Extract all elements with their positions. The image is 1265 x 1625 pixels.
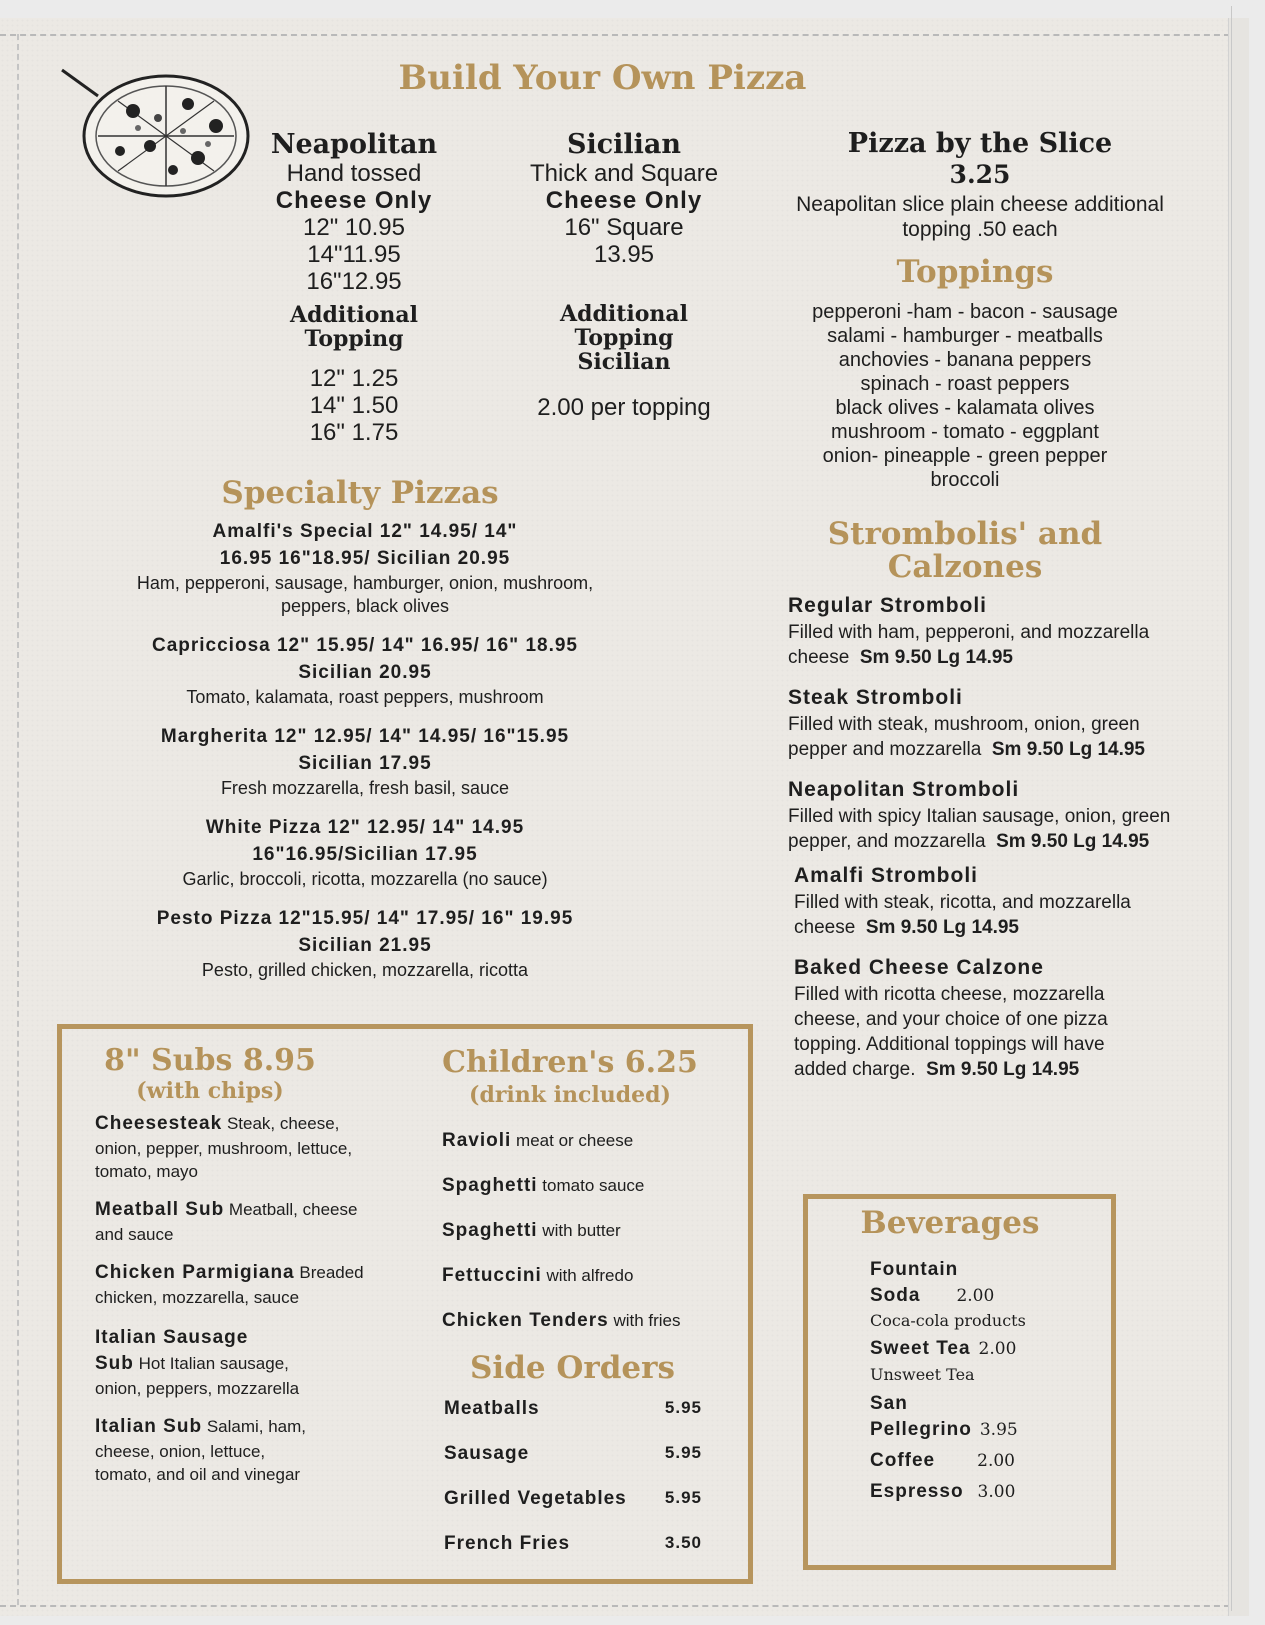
children-item-name: Spaghetti: [442, 1175, 538, 1196]
sub-desc: tomato, and oil and vinegar: [95, 1465, 301, 1484]
sub-desc: tomato, mayo: [95, 1162, 198, 1181]
specialty-desc: Pesto, grilled chicken, mozzarella, ricotta: [201, 960, 529, 980]
left-dashed-border: [17, 34, 19, 1605]
children-item-name: Chicken Tenders: [442, 1310, 609, 1331]
stromboli-item: [788, 776, 1208, 854]
topping-line: anchovies - banana peppers: [838, 349, 1092, 371]
sub-item: [95, 1197, 405, 1246]
subs-heading: 8" Subs 8.95: [104, 1043, 316, 1078]
topping-line: spinach - roast peppers: [860, 373, 1070, 395]
neapolitan-style: Hand tossed: [286, 160, 422, 187]
neapolitan-name: Neapolitan: [270, 129, 438, 160]
children-item: [442, 1263, 732, 1289]
stromboli-item: [788, 862, 1208, 940]
sub-item: [95, 1325, 405, 1400]
specialty-item: [80, 632, 650, 709]
specialty-price-line: Sicilian 20.95: [298, 662, 432, 683]
strombolis-heading-line-2: Calzones: [887, 549, 1043, 585]
strombolis-heading: [780, 518, 1150, 584]
specialty-desc: Fresh mozzarella, fresh basil, sauce: [220, 778, 510, 798]
specialty-price-line: White Pizza 12" 12.95/ 14" 14.95: [205, 817, 525, 838]
sub-name: Italian Sausage: [95, 1327, 249, 1348]
specialty-desc: peppers, black olives: [280, 596, 450, 616]
sicilian-topping-heading: Topping: [574, 325, 674, 351]
sides-list: [444, 1396, 702, 1557]
calzone-desc: Filled with ricotta cheese, mozzarella: [794, 984, 1105, 1005]
stromboli-desc: Filled with steak, ricotta, and mozzarella: [794, 892, 1131, 913]
stromboli-name: Regular Stromboli: [788, 594, 988, 617]
subs-list: [95, 1111, 405, 1486]
children-item-desc: with fries: [613, 1311, 681, 1330]
neapolitan-size-12: 12" 10.95: [303, 214, 405, 241]
beverage-row: [870, 1446, 1070, 1477]
neapolitan-cheese: Cheese Only: [275, 187, 433, 214]
children-item-desc: with butter: [542, 1221, 621, 1240]
right-edge-line: [1231, 6, 1232, 1611]
sicilian-name: Sicilian: [566, 129, 682, 160]
sub-desc: Hot Italian sausage,: [138, 1354, 289, 1373]
children-item-desc: with alfredo: [546, 1266, 634, 1285]
calzone-desc: topping. Additional toppings will have: [794, 1034, 1105, 1055]
children-item: [442, 1173, 732, 1199]
slice-price: 3.25: [949, 160, 1011, 189]
stromboli-price: Sm 9.50 Lg 14.95: [991, 739, 1146, 760]
specialty-desc: Garlic, broccoli, ricotta, mozzarella (no sauce): [182, 869, 548, 889]
neapolitan-additional-heading: Additional: [290, 302, 418, 328]
sub-desc: onion, pepper, mushroom, lettuce,: [95, 1139, 353, 1158]
stromboli-price: Sm 9.50 Lg 14.95: [996, 831, 1150, 852]
children-item-name: Ravioli: [442, 1130, 512, 1151]
side-item: [444, 1441, 702, 1467]
bottom-dashed-border: [0, 1605, 1240, 1607]
sub-line-1: [95, 1260, 405, 1286]
neapolitan-section: [238, 130, 470, 446]
sub-line-1: [95, 1414, 405, 1440]
children-item-name: Fettuccini: [442, 1265, 542, 1286]
children-list: [442, 1128, 732, 1334]
beverage-name: Soda: [870, 1285, 921, 1306]
side-item: [444, 1531, 702, 1557]
sub-desc: Breaded: [299, 1263, 364, 1282]
specialty-price-line: 16"16.95/Sicilian 17.95: [252, 844, 478, 865]
children-item-desc: tomato sauce: [542, 1176, 645, 1195]
sub-name-2: Sub: [95, 1353, 134, 1374]
side-item: [444, 1486, 702, 1512]
children-item-name: Spaghetti: [442, 1220, 538, 1241]
side-price: 5.95: [664, 1443, 702, 1462]
sub-line-1: [95, 1111, 405, 1137]
slice-desc-1: Neapolitan slice plain cheese additional: [796, 193, 1164, 216]
sub-item: [95, 1111, 405, 1183]
stromboli-name: Neapolitan Stromboli: [788, 778, 1020, 801]
stromboli-desc: Filled with steak, mushroom, onion, green: [788, 714, 1140, 735]
sub-name: Italian Sub: [95, 1416, 203, 1437]
side-name: French Fries: [444, 1533, 571, 1554]
beverage-row: [870, 1334, 1070, 1365]
sub-desc: cheese, onion, lettuce,: [95, 1442, 266, 1461]
beverage-row: [870, 1417, 1070, 1444]
specialty-list: [80, 518, 650, 982]
neapolitan-topping-14: 14" 1.50: [309, 392, 399, 419]
top-dashed-border: [0, 34, 1240, 36]
sicilian-topping-price: 2.00 per topping: [537, 394, 711, 421]
specialty-desc: Tomato, kalamata, roast peppers, mushroom: [186, 687, 544, 707]
sub-desc: onion, peppers, mozzarella: [95, 1379, 300, 1398]
specialty-heading: Specialty Pizzas: [221, 475, 499, 511]
side-price: 5.95: [664, 1398, 702, 1417]
stromboli-price: Sm 9.50 Lg 14.95: [859, 647, 1013, 668]
specialty-item: [80, 814, 650, 891]
beverage-price: 3.95: [979, 1420, 1018, 1440]
specialty-price-line: Capricciosa 12" 15.95/ 14" 16.95/ 16" 18.95: [151, 635, 578, 656]
calzone-item: [788, 954, 1208, 1082]
calzone-desc-last: [794, 1057, 1208, 1082]
toppings-list: [770, 300, 1160, 492]
calzone-desc: cheese, and your choice of one pizza: [794, 1009, 1108, 1030]
topping-line: broccoli: [930, 469, 1000, 491]
children-item: [442, 1128, 732, 1154]
beverage-price: 2.00: [978, 1339, 1017, 1359]
stromboli-item: [788, 592, 1208, 670]
stromboli-desc-line-2: [788, 645, 1208, 670]
sicilian-sicilian-heading: Sicilian: [577, 349, 671, 375]
sides-heading: Side Orders: [470, 1350, 675, 1386]
specialty-item: [80, 905, 650, 982]
sub-name: Cheesesteak: [95, 1113, 223, 1134]
page-title: Build Your Own Pizza: [398, 58, 807, 98]
neapolitan-size-14: 14"11.95: [307, 241, 401, 268]
side-item: [444, 1396, 702, 1422]
beverage-name: Sweet Tea: [870, 1338, 971, 1359]
calzone-desc: added charge.: [794, 1059, 916, 1080]
beverage-name: Coffee: [870, 1450, 936, 1471]
strombolis-heading-line-1: Strombolis' and: [827, 516, 1103, 552]
stromboli-name: Amalfi Stromboli: [794, 864, 979, 887]
sub-desc: Steak, cheese,: [226, 1114, 340, 1133]
side-price: 3.50: [664, 1533, 702, 1552]
sub-line-2: [95, 1351, 405, 1377]
side-name: Meatballs: [444, 1398, 540, 1419]
slice-title: Pizza by the Slice: [847, 128, 1113, 159]
specialty-price-line: Amalfi's Special 12" 14.95/ 14": [212, 521, 518, 542]
beverage-name: Pellegrino: [870, 1419, 972, 1440]
children-subheading: (drink included): [469, 1082, 671, 1108]
stromboli-item: [788, 684, 1208, 762]
sub-item: [95, 1414, 405, 1486]
topping-line: onion- pineapple - green pepper: [822, 445, 1108, 467]
stromboli-desc: pepper and mozzarella: [788, 739, 982, 760]
calzone-price: Sm 9.50 Lg 14.95: [926, 1059, 1080, 1080]
sub-desc: Meatball, cheese: [228, 1200, 358, 1219]
beverage-price: 2.00: [977, 1451, 1015, 1471]
stromboli-desc-line-2: [788, 829, 1208, 854]
specialty-price-line: Margherita 12" 12.95/ 14" 14.95/ 16"15.95: [160, 726, 570, 747]
stromboli-list: [788, 592, 1208, 1082]
calzone-name: Baked Cheese Calzone: [794, 956, 1044, 979]
neapolitan-topping-heading: Topping: [304, 326, 404, 352]
neapolitan-topping-12: 12" 1.25: [309, 365, 399, 392]
sub-line-1: [95, 1197, 405, 1223]
specialty-price-line: 16.95 16"18.95/ Sicilian 20.95: [219, 548, 511, 569]
specialty-desc: Ham, pepperoni, sausage, hamburger, onion, mushroom,: [136, 573, 594, 593]
specialty-item: [80, 518, 650, 618]
sub-desc: chicken, mozzarella, sauce: [95, 1288, 300, 1307]
neapolitan-topping-16: 16" 1.75: [309, 419, 399, 446]
beverage-name: Espresso: [870, 1481, 964, 1502]
sicilian-section: [496, 130, 752, 421]
beverage-row: [870, 1283, 1070, 1310]
pizza-sketch-icon: [58, 66, 258, 206]
stromboli-desc-line-2: [788, 737, 1208, 762]
children-item: [442, 1308, 732, 1334]
children-item-desc: meat or cheese: [516, 1131, 634, 1150]
sub-name: Chicken Parmigiana: [95, 1262, 295, 1283]
beverages-list: [870, 1257, 1070, 1508]
side-name: Grilled Vegetables: [444, 1488, 627, 1509]
side-name: Sausage: [444, 1443, 530, 1464]
beverage-note: Unsweet Tea: [870, 1365, 975, 1384]
beverage-name: San: [870, 1393, 908, 1414]
beverage-price: 2.00: [956, 1286, 995, 1306]
sicilian-price: 13.95: [593, 241, 655, 268]
specialty-price-line: Sicilian 21.95: [298, 935, 432, 956]
children-item: [442, 1218, 732, 1244]
toppings-heading: Toppings: [896, 254, 1054, 290]
neapolitan-size-16: 16"12.95: [306, 268, 402, 295]
sicilian-additional-heading: Additional: [560, 301, 688, 327]
sicilian-cheese: Cheese Only: [545, 187, 703, 214]
stromboli-desc: pepper, and mozzarella: [788, 831, 986, 852]
sicilian-size: 16" Square: [564, 214, 684, 241]
beverage-row: [870, 1477, 1070, 1508]
topping-line: black olives - kalamata olives: [835, 397, 1095, 419]
topping-line: pepperoni -ham - bacon - sausage: [812, 301, 1118, 323]
beverage-name: Fountain: [870, 1259, 959, 1280]
stromboli-desc: Filled with spicy Italian sausage, onion, green: [788, 806, 1171, 827]
sub-name: Meatball Sub: [95, 1199, 225, 1220]
sub-item: [95, 1260, 405, 1309]
sub-desc: Salami, ham,: [206, 1417, 307, 1436]
stromboli-desc: cheese: [788, 647, 850, 668]
sicilian-style: Thick and Square: [529, 160, 719, 187]
side-price: 5.95: [664, 1488, 702, 1507]
topping-line: salami - hamburger - meatballs: [827, 325, 1103, 347]
stromboli-name: Steak Stromboli: [788, 686, 963, 709]
stromboli-price: Sm 9.50 Lg 14.95: [865, 917, 1019, 938]
subs-subheading: (with chips): [136, 1078, 284, 1104]
topping-line: mushroom - tomato - eggplant: [831, 421, 1099, 443]
children-heading: Children's 6.25: [442, 1045, 698, 1080]
specialty-item: [80, 723, 650, 800]
slice-desc-2: topping .50 each: [902, 218, 1058, 241]
slice-section: [760, 128, 1200, 242]
beverages-heading: Beverages: [860, 1205, 1040, 1241]
specialty-price-line: Sicilian 17.95: [298, 753, 432, 774]
stromboli-desc-line-2: [794, 915, 1208, 940]
beverage-note: Coca-cola products: [870, 1311, 1026, 1330]
stromboli-desc: Filled with ham, pepperoni, and mozzarella: [788, 622, 1150, 643]
sub-desc: and sauce: [95, 1225, 174, 1244]
stromboli-desc: cheese: [794, 917, 856, 938]
beverage-price: 3.00: [977, 1482, 1016, 1502]
specialty-price-line: Pesto Pizza 12"15.95/ 14" 17.95/ 16" 19.95: [156, 908, 574, 929]
